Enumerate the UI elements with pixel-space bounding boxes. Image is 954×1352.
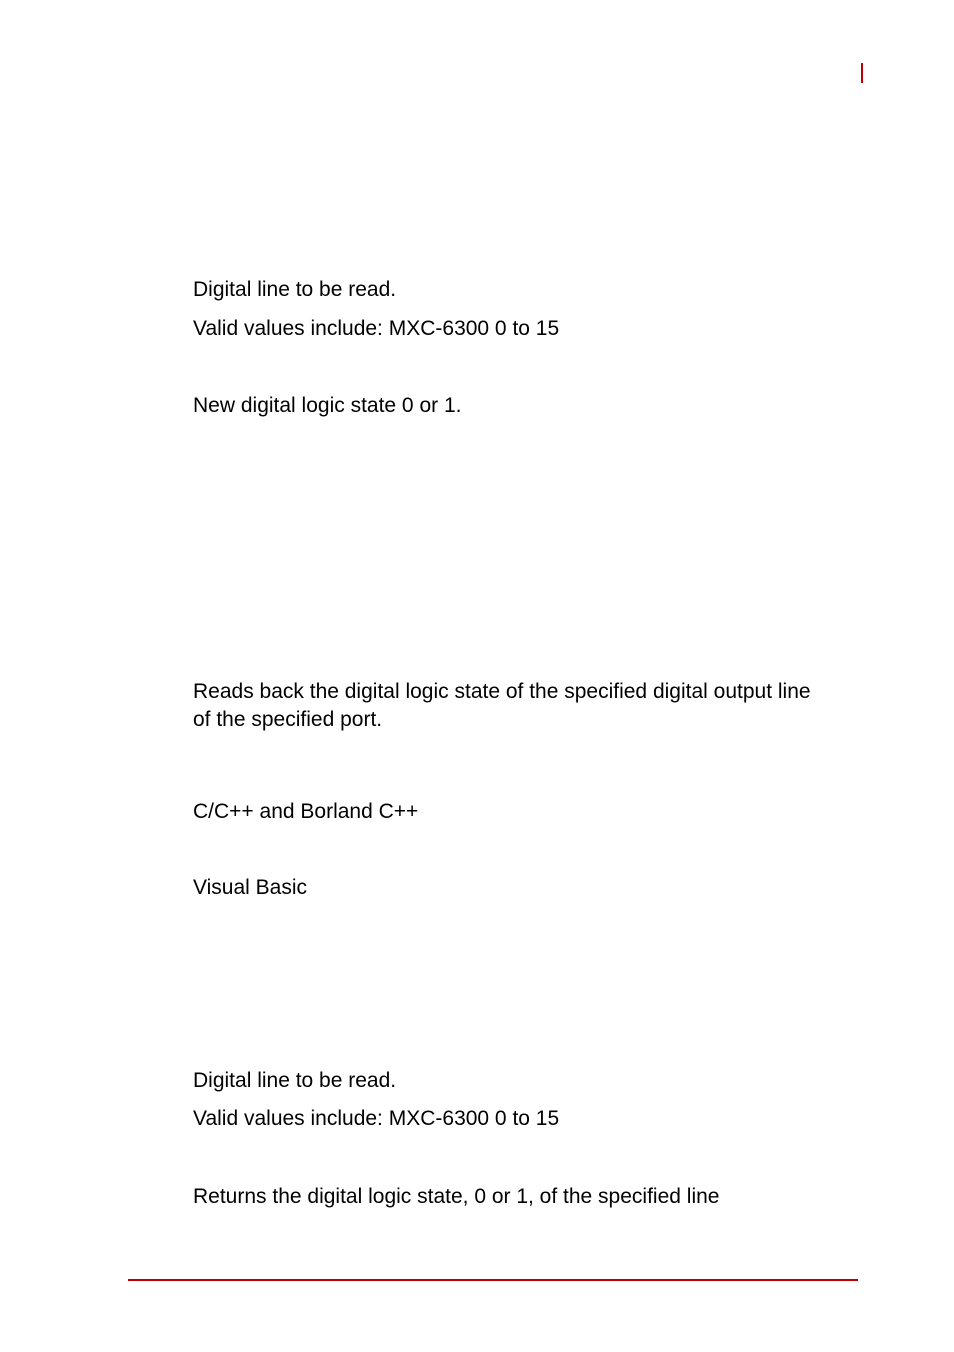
line-param-valid-values: Valid values include: MXC-6300 0 to 15 [193, 317, 560, 340]
line-param-description-2: Digital line to be read. [193, 1069, 397, 1092]
syntax-vb-heading: Visual Basic [193, 876, 308, 899]
state-param-description: New digital logic state 0 or 1. [193, 394, 462, 417]
function-description: Reads back the digital logic state of the specified digital output line of the specified port. [193, 680, 811, 731]
syntax-c-heading: C/C++ and Borland C++ [193, 800, 419, 823]
return-value-description: Returns the digital logic state, 0 or 1, of the specified line [193, 1185, 720, 1208]
footer-rule [128, 1279, 858, 1281]
line-param-valid-values-2: Valid values include: MXC-6300 0 to 15 [193, 1107, 560, 1130]
header-marker [861, 63, 863, 83]
line-param-description: Digital line to be read. [193, 278, 397, 301]
